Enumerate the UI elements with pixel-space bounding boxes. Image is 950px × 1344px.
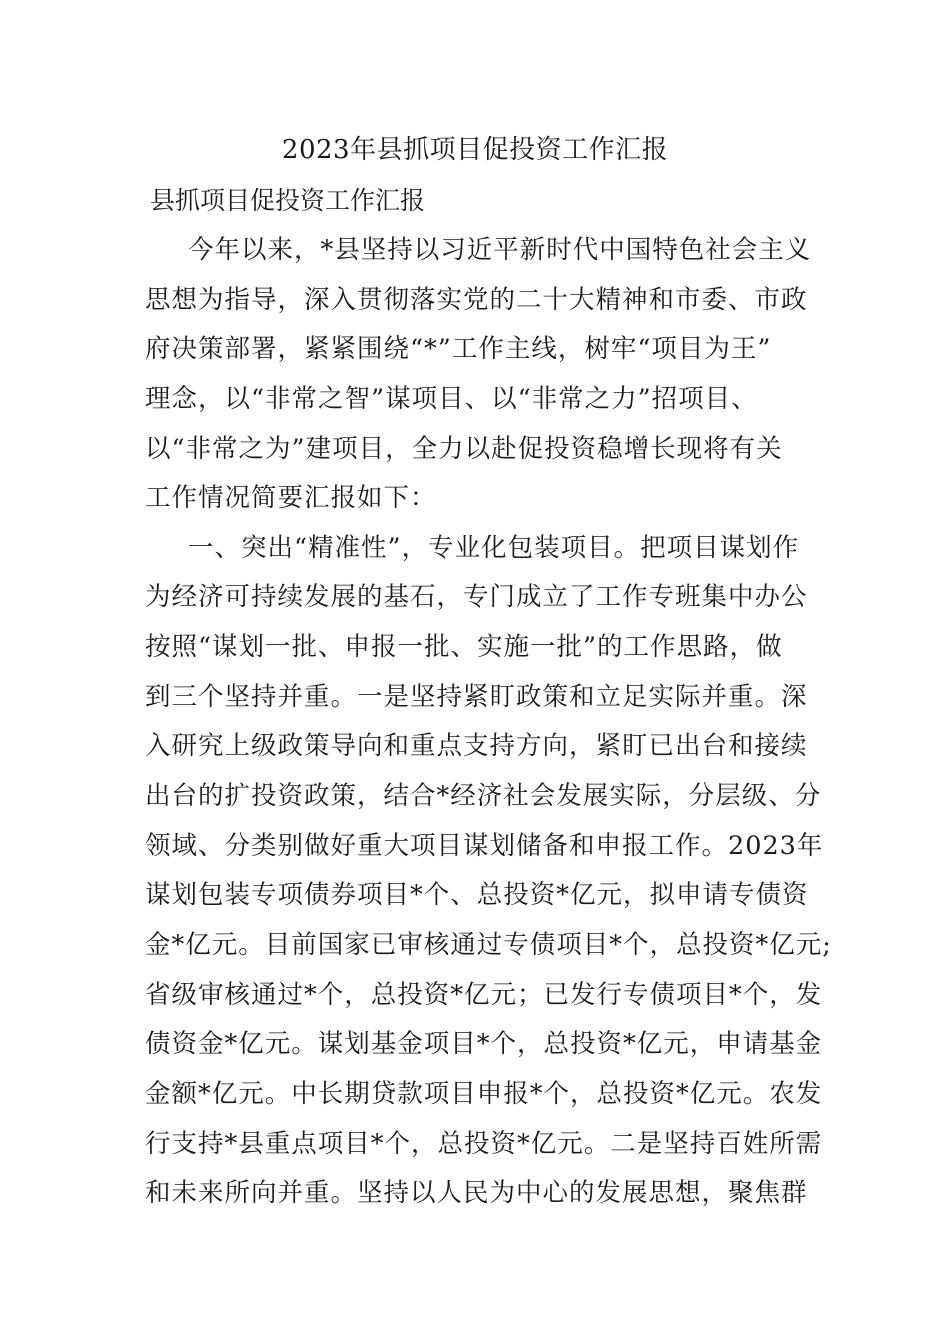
body-line: 为经济可持续发展的基石，专门成立了工作专班集中办公 [145, 582, 808, 613]
body-line: 行支持*县重点项目*个，总投资*亿元。二是坚持百姓所需 [145, 1128, 823, 1159]
document-subtitle: 县抓项目促投资工作汇报 [150, 186, 426, 215]
body-line: 债资金*亿元。谋划基金项目*个，总投资*亿元，申请基金 [145, 1029, 823, 1060]
body-line: 出台的扩投资政策，结合*经济社会发展实际，分层级、分 [145, 781, 822, 812]
body-line: 按照“谋划一批、申报一批、实施一批”的工作思路，做 [145, 632, 783, 663]
body-line: 今年以来，*县坚持以习近平新时代中国特色社会主义 [188, 235, 812, 265]
document-body [145, 232, 832, 1225]
body-line: 谋划包装专项债券项目*个、总投资*亿元，拟申请专债资 [145, 880, 809, 911]
body-line: 到三个坚持并重。一是坚持紧盯政策和立足实际并重。深 [145, 681, 808, 712]
body-line: 思想为指导，深入贯彻落实党的二十大精神和市委、市政 [145, 284, 808, 315]
body-line: 领域、分类别做好重大项目谋划储备和申报工作。2023年 [145, 830, 824, 861]
body-line: 以“非常之为”建项目，全力以赴促投资稳增长现将有关 [145, 433, 783, 464]
body-line: 金*亿元。目前国家已审核通过专债项目*个，总投资*亿元; [145, 929, 832, 960]
document-title: 2023年县抓项目促投资工作汇报 [281, 135, 669, 165]
body-line: 理念，以“非常之智”谋项目、以“非常之力”招项目、 [145, 383, 758, 414]
body-line: 省级审核通过*个，总投资*亿元；已发行专债项目*个，发 [145, 979, 823, 1010]
body-line: 入研究上级政策导向和重点支持方向，紧盯已出台和接续 [145, 731, 808, 762]
body-line: 和未来所向并重。坚持以人民为中心的发展思想，聚焦群 [145, 1178, 808, 1209]
body-line: 府决策部署，紧紧围绕“*”工作主线，树牢“项目为王” [145, 334, 772, 365]
body-line: 一、突出“精准性”，专业化包装项目。把项目谋划作 [188, 532, 800, 563]
body-line: 工作情况简要汇报如下： [145, 483, 437, 514]
body-line: 金额*亿元。中长期贷款项目申报*个，总投资*亿元。农发 [145, 1078, 823, 1109]
